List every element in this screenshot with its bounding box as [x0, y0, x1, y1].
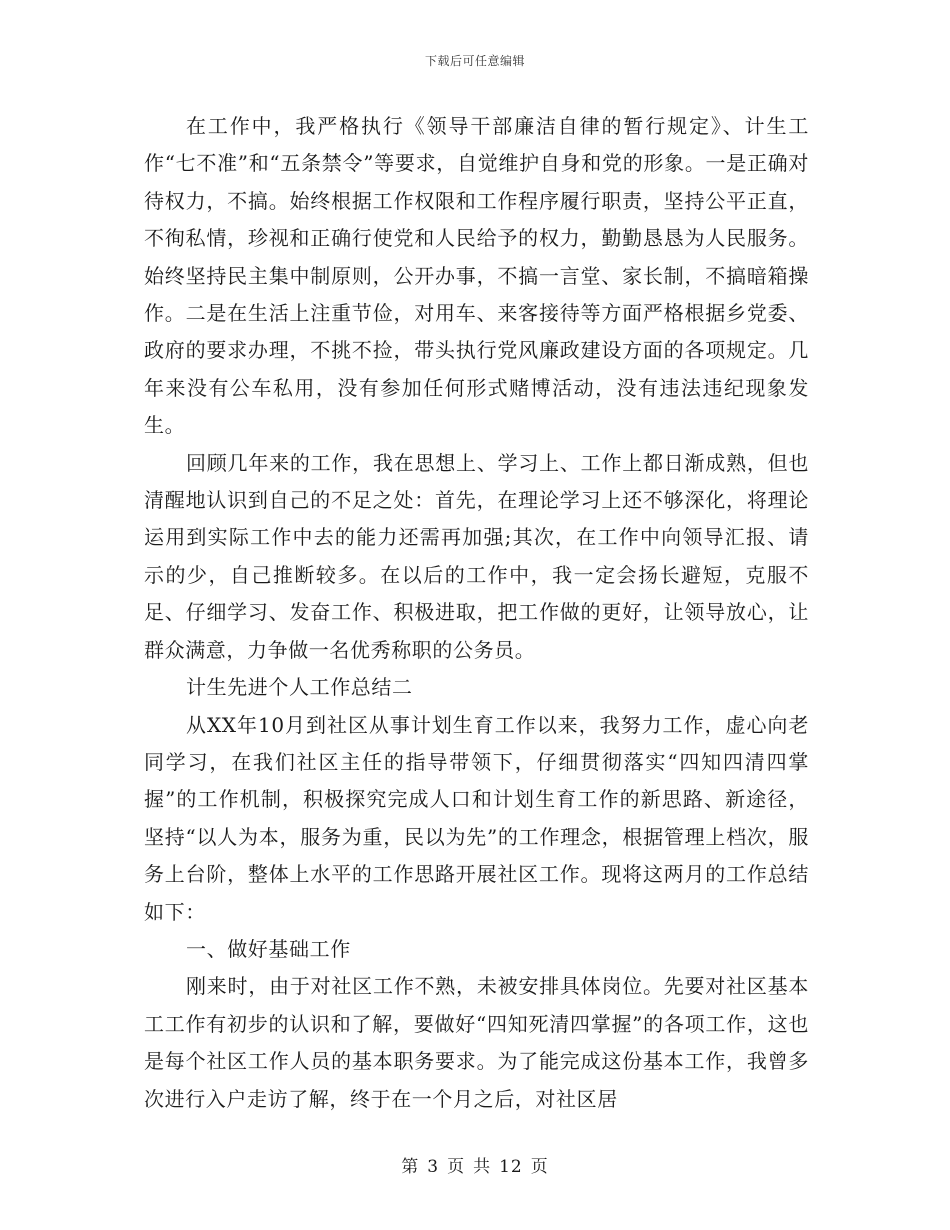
- page-number-footer: [0, 1152, 950, 1177]
- paragraph-basic-work: 刚来时，由于对社区工作不熟，未被安排具体岗位。先要对社区基本工工作有初步的认识和了解，要做好“四知死清四掌握”的各项工作，这也是每个社区工作人员的基本职务要求。为了能完成这份基本工作，我曾多次进行入户走访了解，终于在一个月之后，对社区居: [144, 974, 809, 1111]
- page-suffix: 页: [530, 1157, 549, 1177]
- page-mid: 页: [447, 1157, 466, 1177]
- document-body: [144, 108, 809, 1118]
- paragraph-review: 回顾几年来的工作，我在思想上、学习上、工作上都日渐成熟，但也清醒地认识到自己的不足之处：首先，在理论学习上还不够深化，将理论运用到实际工作中去的能力还需再加强;其次，在工作中向领导汇报、请示的少，自己推断较多。在以后的工作中，我一定会扬长避短，克服不足、仔细学习、发奋工作、积极进取，把工作做的更好，让领导放心，让群众满意，力争做一名优秀称职的公务员。: [144, 450, 809, 662]
- header-note: 下载后可任意编辑: [424, 54, 525, 68]
- page-total-prefix: 共: [473, 1157, 492, 1177]
- subheading-basic-work: 一、做好基础工作: [186, 936, 351, 961]
- section-title: 计生先进个人工作总结二: [186, 675, 413, 700]
- page-prefix: 第: [401, 1157, 420, 1177]
- page-current: 3: [427, 1157, 440, 1177]
- paragraph-intro: 从XX年10月到社区从事计划生育工作以来，我努力工作，虚心向老同学习，在我们社区主任的指导带领下，仔细贯彻落实“四知四清四掌握”的工作机制，积极探究完成人口和计划生育工作的新思路、新途径，坚持“以人为本，服务为重，民以为先”的工作理念，根据管理上档次，服务上台阶，整体上水平的工作思路开展社区工作。现将这两月的工作总结如下：: [144, 712, 809, 924]
- page-total: 12: [499, 1157, 523, 1177]
- paragraph-integrity: 在工作中，我严格执行《领导干部廉洁自律的暂行规定》、计生工作“七不准”和“五条禁令”等要求，自觉维护自身和党的形象。一是正确对待权力，不搞。始终根据工作权限和工作程序履行职责，坚持公平正直，不徇私情，珍视和正确行使党和人民给予的权力，勤勤恳恳为人民服务。始终坚持民主集中制原则，公开办事，不搞一言堂、家长制，不搞暗箱操作。二是在生活上注重节俭，对用车、来客接待等方面严格根据乡党委、政府的要求办理，不挑不捡，带头执行党风廉政建设方面的各项规定。几年来没有公车私用，没有参加任何形式赌博活动，没有违法违纪现象发生。: [144, 114, 809, 438]
